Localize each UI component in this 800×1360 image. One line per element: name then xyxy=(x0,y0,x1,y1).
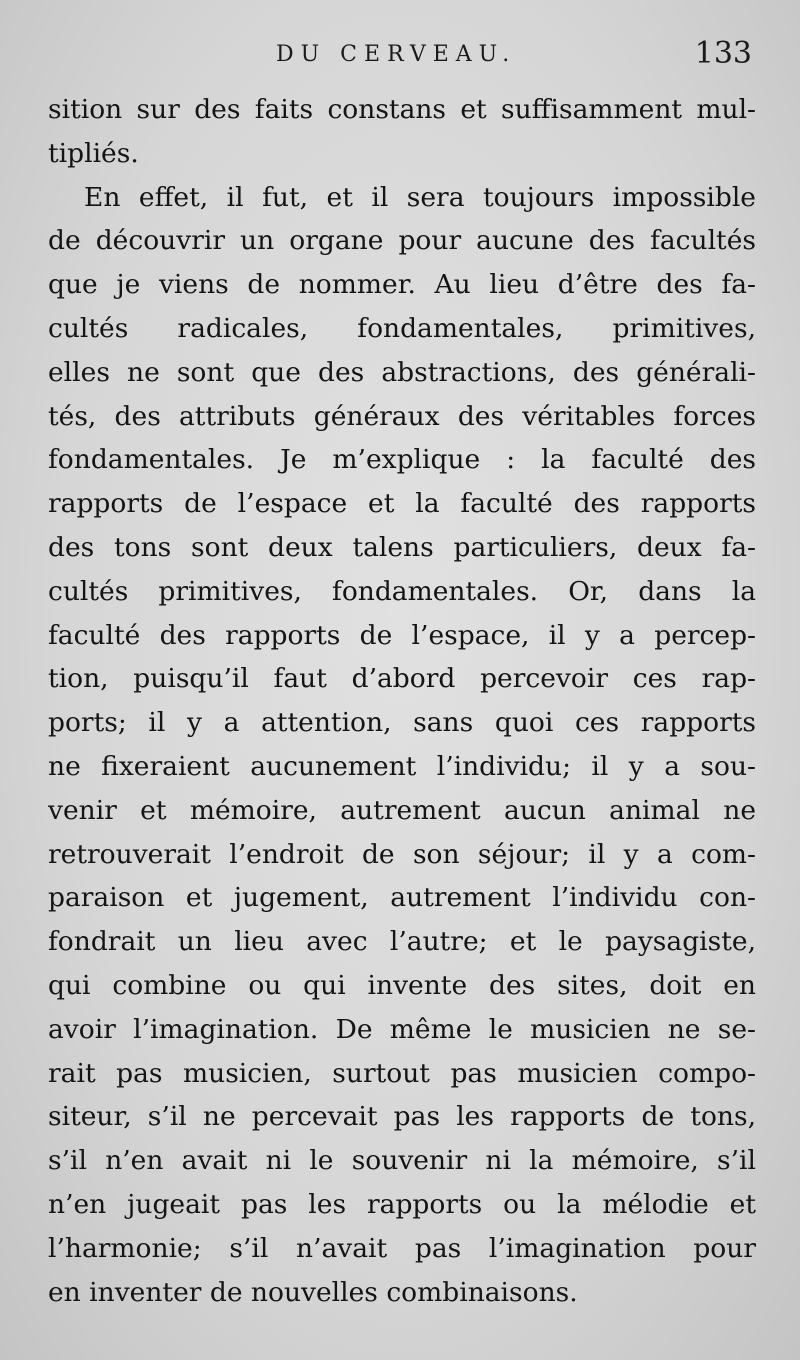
running-head: DU CERVEAU. xyxy=(276,42,517,67)
text-line: elles ne sont que des abstractions, des générali- xyxy=(48,356,756,388)
text-line: des tons sont deux talens particuliers, deux fa- xyxy=(48,531,756,563)
text-line: ports; il y a attention, sans quoi ces rapports xyxy=(48,707,756,739)
text-line: tés, des attributs généraux des véritables forces xyxy=(48,400,756,432)
text-line: fondamentales. Je m’explique : la faculté des xyxy=(48,444,756,476)
text-line: tipliés. xyxy=(48,137,139,169)
text-line: retrouverait l’endroit de son séjour; il y a com- xyxy=(48,838,756,870)
page-number: 133 xyxy=(694,36,752,71)
paragraph-start-line: En effet, il fut, et il sera toujours impossible xyxy=(84,181,756,213)
text-line: l’harmonie; s’il n’avait pas l’imagination pour xyxy=(48,1232,756,1264)
body-text xyxy=(48,88,756,1314)
text-line: que je viens de nommer. Au lieu d’être des fa- xyxy=(48,269,756,301)
text-line: rait pas musicien, surtout pas musicien compo- xyxy=(48,1057,756,1089)
text-line: fondrait un lieu avec l’autre; et le paysagiste, xyxy=(48,926,756,958)
text-line: n’en jugeait pas les rapports ou la mélodie et xyxy=(48,1188,756,1220)
text-line: ne fixeraient aucunement l’individu; il y a sou- xyxy=(48,750,756,782)
text-line: paraison et jugement, autrement l’individu con- xyxy=(48,882,756,914)
text-line: cultés primitives, fondamentales. Or, dans la xyxy=(48,575,756,607)
text-line: siteur, s’il ne percevait pas les rapports de tons, xyxy=(48,1101,756,1133)
text-line: venir et mémoire, autrement aucun animal ne xyxy=(48,794,756,826)
text-line: de découvrir un organe pour aucune des facultés xyxy=(48,225,756,257)
text-line: s’il n’en avait ni le souvenir ni la mémoire, s’il xyxy=(48,1145,756,1177)
text-line: qui combine ou qui invente des sites, doit en xyxy=(48,969,756,1001)
text-line: en inventer de nouvelles combinaisons. xyxy=(48,1276,578,1308)
text-line: rapports de l’espace et la faculté des rapports xyxy=(48,488,756,520)
text-line: cultés radicales, fondamentales, primitives, xyxy=(48,312,756,344)
text-line: tion, puisqu’il faut d’abord percevoir ces rap- xyxy=(48,663,756,695)
text-line: avoir l’imagination. De même le musicien ne se- xyxy=(48,1013,756,1045)
text-line: sition sur des faits constans et suffisamment mul- xyxy=(48,94,756,125)
text-line: faculté des rapports de l’espace, il y a percep- xyxy=(48,619,756,651)
